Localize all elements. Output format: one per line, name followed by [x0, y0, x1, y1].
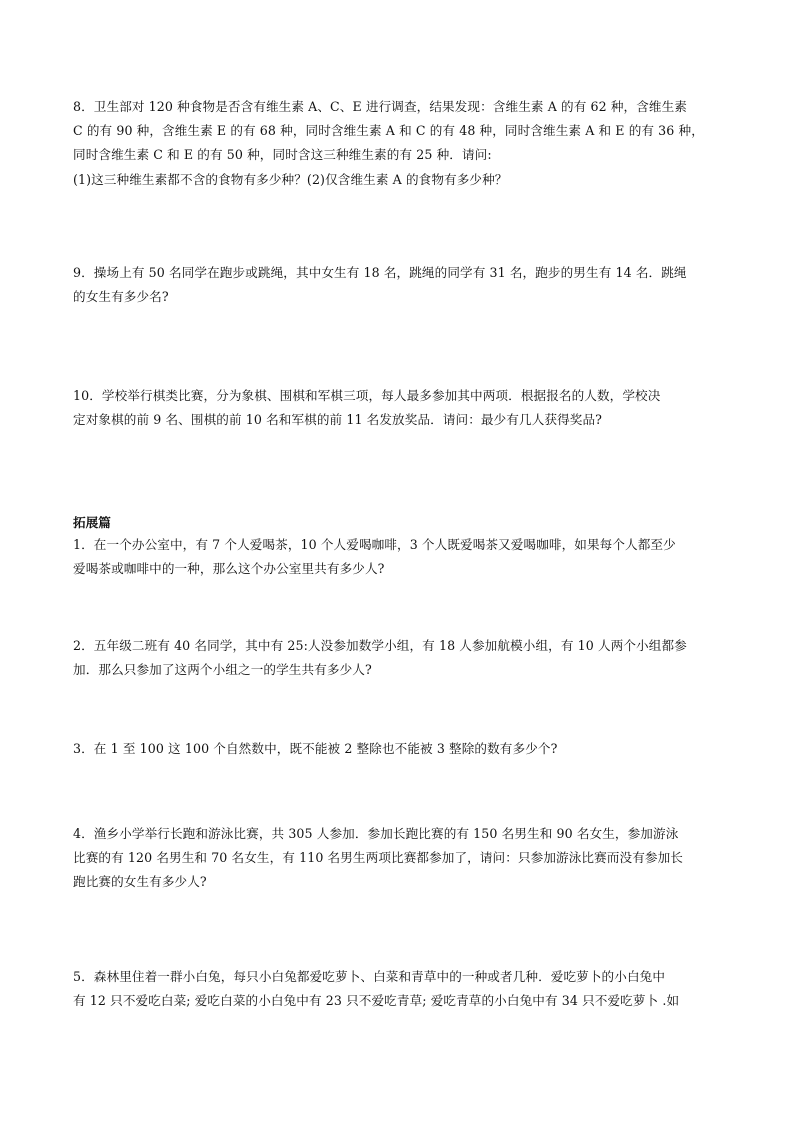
extension-problem-2-line-2: 加．那么只参加了这两个小组之一的学生共有多少人? [73, 662, 372, 678]
problem-8 [73, 95, 728, 192]
section-heading-extension: 拓展篇 [73, 515, 111, 530]
problem-9 [73, 261, 728, 309]
extension-problem-3-line-1: 3．在 1 至 100 这 100 个自然数中，既不能被 2 整除也不能被 3 整除的数有多少个? [73, 741, 558, 756]
extension-problem-3 [73, 737, 728, 761]
problem-8-line-3: 同时含维生素 C 和 E 的有 50 种，同时含这三种维生素的有 25 种．请问: [73, 147, 492, 163]
extension-problem-4-line-2: 比赛的有 120 名男生和 70 名女生，有 110 名男生两项比赛都参加了，请问：只参加游泳比赛而没有参加长 [73, 850, 683, 866]
extension-problem-5-line-1: 5．森林里住着一群小白兔，每只小白兔都爱吃萝卜、白菜和青草中的一种或者几种．爱吃萝卜的小白兔中 [73, 969, 666, 984]
problem-8-line-2: C 的有 90 种，含维生素 E 的有 68 种，同时含维生素 A 和 C 的有 48 种，同时含维生素 A 和 E 的有 36 种， [73, 123, 704, 139]
problem-10 [73, 384, 728, 432]
extension-problem-5-line-2: 有 12 只不爱吃白菜; 爱吃白菜的小白兔中有 23 只不爱吃青草; 爱吃青草的小白兔中有 34 只不爱吃萝卜 .如 [73, 993, 680, 1009]
extension-problem-1 [73, 533, 728, 581]
extension-problem-4-line-1: 4．渔乡小学举行长跑和游泳比赛，共 305 人参加．参加长跑比赛的有 150 名男生和 90 名女生，参加游泳 [73, 826, 679, 841]
extension-problem-1-line-2: 爱喝茶或咖啡中的一种，那么这个办公室里共有多少人? [73, 561, 385, 577]
problem-8-line-1: 8．卫生部对 120 种食物是否含有维生素 A、C、E 进行调查，结果发现：含维生素 A 的有 62 种，含维生素 [73, 99, 687, 114]
problem-10-line-1: 10．学校举行棋类比赛，分为象棋、围棋和军棋三项，每人最多参加其中两项．根据报名的人数，学校决 [73, 388, 661, 403]
extension-problem-1-line-1: 1．在一个办公室中，有 7 个人爱喝茶，10 个人爱喝咖啡，3 个人既爱喝茶又爱喝咖啡，如果每个人都至少 [73, 537, 676, 552]
problem-9-line-2: 的女生有多少名? [73, 289, 169, 305]
extension-problem-2-line-1: 2．五年级二班有 40 名同学，其中有 25:人没参加数学小组，有 18 人参加航模小组，有 10 人两个小组都参 [73, 638, 687, 653]
extension-problem-2 [73, 634, 728, 682]
problem-9-line-1: 9．操场上有 50 名同学在跑步或跳绳，其中女生有 18 名，跳绳的同学有 31 名，跑步的男生有 14 名．跳绳 [73, 265, 687, 280]
problem-8-line-4: (1)这三种维生素都不含的食物有多少种？(2)仅含维生素 A 的食物有多少种？ [73, 171, 508, 187]
extension-problem-4 [73, 822, 728, 895]
extension-problem-4-line-3: 跑比赛的女生有多少人? [73, 874, 207, 890]
extension-problem-5 [73, 965, 728, 1013]
problem-10-line-2: 定对象棋的前 9 名、围棋的前 10 名和军棋的前 11 名发放奖品．请问：最少有几人获得奖品? [73, 412, 603, 428]
